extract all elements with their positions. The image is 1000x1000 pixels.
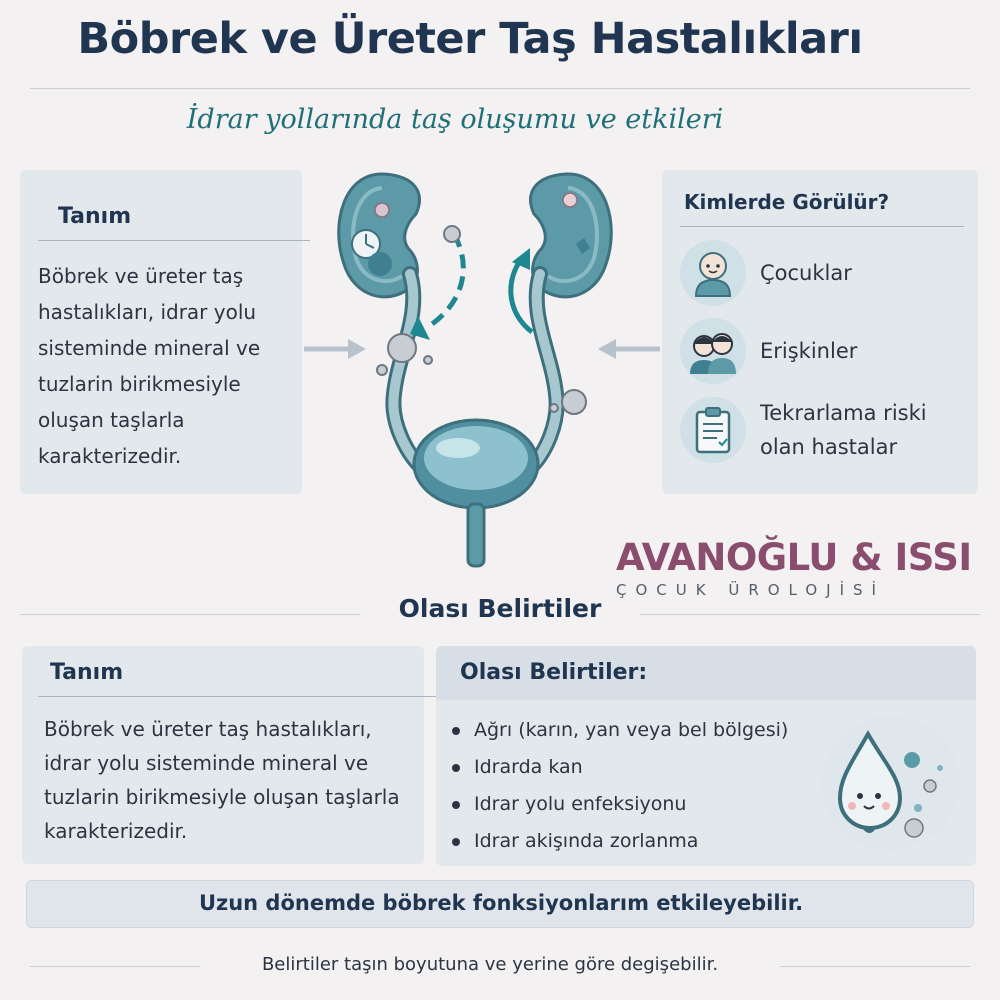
warning-banner <box>26 880 974 928</box>
page-title: Böbrek ve Üreter Taş Hastalıkları <box>77 14 863 64</box>
symptom-label: Idrarda kan <box>474 756 583 778</box>
bullet-icon <box>452 838 460 846</box>
page-subtitle: İdrar yollarında taş oluşumu ve etkileri <box>186 104 724 135</box>
symptoms-heading: Olası Belirtiler: <box>460 660 648 685</box>
who-item-label: Tekrarlama riski olan hastalar <box>760 401 927 459</box>
definition-panel <box>20 170 302 494</box>
who-heading: Kimlerde Görülür? <box>684 190 890 214</box>
section-title: Olası Belirtiler <box>398 594 602 623</box>
list-item-recurrence <box>680 396 970 464</box>
definition-text: Böbrek ve üreter taş hastalıkları, idrar yolu sisteminde mineral ve tuzlarin birikmesiyle oluşan taşlarla karakterizedir. <box>38 264 261 468</box>
list-item <box>452 823 832 860</box>
section-divider-left <box>20 614 360 615</box>
brand-tagline: ÇOCUK ÜROLOJİSİ <box>616 581 885 599</box>
footer-divider-right <box>780 966 970 967</box>
child-face-icon <box>680 240 746 306</box>
list-item-adults <box>680 318 970 384</box>
footer-note: Belirtiler taşın boyutuna ve yerine göre degişebilir. <box>261 954 719 975</box>
water-drop-icon <box>822 716 960 850</box>
definition-divider <box>38 240 310 241</box>
symptom-label: Idrar akişında zorlanma <box>474 830 699 852</box>
banner-text: Uzun dönemde böbrek fonksiyonlarım etkileyebilir. <box>198 891 804 915</box>
title-divider <box>30 88 970 89</box>
who-item-label: Çocuklar <box>760 261 852 285</box>
definition-panel-bottom <box>22 646 424 864</box>
bullet-icon <box>452 727 460 735</box>
list-item-children <box>680 240 970 306</box>
urinary-system-diagram <box>326 164 626 574</box>
definition-heading: Tanım <box>58 204 132 229</box>
list-item <box>452 786 832 823</box>
definition-text: Böbrek ve üreter taş hastalıkları, idrar yolu sisteminde mineral ve tuzlarin birikmesiyle oluşan taşlarla karakterizedir. <box>44 717 400 843</box>
list-item <box>452 712 832 749</box>
symptoms-list <box>452 712 832 860</box>
footer-divider-left <box>30 966 200 967</box>
bullet-icon <box>452 801 460 809</box>
definition-divider <box>38 696 438 697</box>
symptoms-panel <box>436 646 976 866</box>
brand-name: AVANOĞLU & ISSI <box>616 536 972 579</box>
symptom-label: Idrar yolu enfeksiyonu <box>474 793 687 815</box>
bullet-icon <box>452 764 460 772</box>
definition-heading: Tanım <box>50 660 124 685</box>
adults-icon <box>680 318 746 384</box>
list-item <box>452 749 832 786</box>
symptom-label: Ağrı (karın, yan veya bel bölgesi) <box>474 719 789 741</box>
section-divider-right <box>640 614 980 615</box>
who-item-label: Erişkinler <box>760 339 858 363</box>
brand-logo <box>616 536 972 599</box>
clipboard-icon <box>680 397 746 463</box>
who-divider <box>680 226 964 227</box>
who-panel <box>662 170 978 494</box>
drop-illustration <box>822 716 960 850</box>
